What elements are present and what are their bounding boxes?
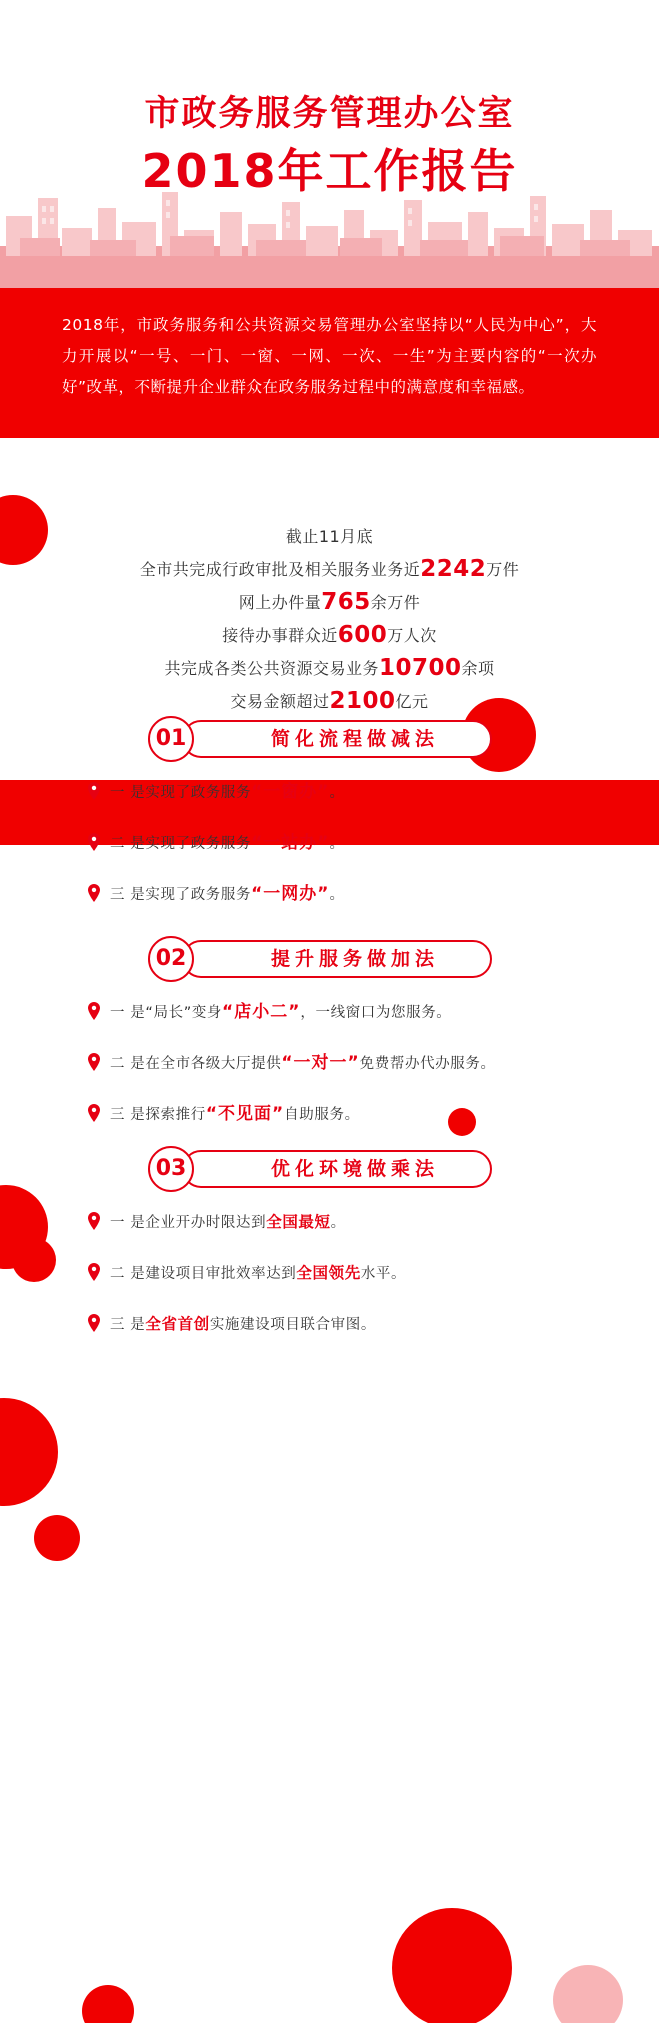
section-header xyxy=(148,716,508,762)
decor-circle-bottom-right-b xyxy=(553,1965,623,2023)
stat-line xyxy=(0,685,659,718)
item-emphasis-text: “不见面” xyxy=(205,1104,285,1124)
location-pin-icon xyxy=(88,1263,100,1281)
item-lead-text: 三 是探索推行 xyxy=(110,1107,206,1123)
decor-circle-bottom-mid xyxy=(82,1985,134,2023)
item-tail-text: 。 xyxy=(329,785,345,801)
location-pin-icon xyxy=(88,782,100,800)
location-pin-icon xyxy=(88,833,100,851)
stat-prefix: 交易金额超过 xyxy=(230,692,330,711)
decor-circle-bottom-right xyxy=(392,1908,512,2023)
location-pin-icon xyxy=(88,1104,100,1122)
item-lead-text: 一 是企业开办时限达到 xyxy=(110,1215,267,1231)
section-items xyxy=(0,1210,659,1337)
item-tail-text: 。 xyxy=(329,887,345,903)
item-emphasis-text: 全国领先 xyxy=(296,1264,361,1282)
item-tail-text: 。 xyxy=(330,1215,346,1231)
item-emphasis-text: “店小二” xyxy=(222,1002,301,1022)
list-item xyxy=(88,1210,659,1235)
section-items xyxy=(0,1000,659,1127)
section-number-badge: 02 xyxy=(148,936,194,982)
stats-lines xyxy=(0,553,659,718)
list-item xyxy=(88,831,659,856)
stat-prefix: 网上办件量 xyxy=(238,593,322,612)
section-header xyxy=(148,936,508,982)
item-lead-text: 二 是实现了政务服务 xyxy=(110,836,252,852)
section-02 xyxy=(0,936,659,1153)
intro-paragraph: 2018年，市政务服务和公共资源交易管理办公室坚持以“人民为中心”，大力开展以“一号、一门、一窗、一网、一次、一生”为主要内容的“一次办好”改革，不断提升企业群众在政务服务过程中的满意度和幸福感。 xyxy=(62,316,597,396)
item-lead-text: 一 是实现了政务服务 xyxy=(110,785,252,801)
poster-header xyxy=(0,0,659,300)
section-number-badge: 03 xyxy=(148,1146,194,1192)
list-item xyxy=(88,882,659,907)
item-tail-text: 。 xyxy=(329,836,345,852)
stat-prefix: 全市共完成行政审批及相关服务业务近 xyxy=(139,560,421,579)
stat-prefix: 接待办事群众近 xyxy=(222,626,338,645)
section-03 xyxy=(0,1146,659,1363)
item-lead-text: 三 是 xyxy=(110,1317,146,1333)
stat-number: 2100 xyxy=(329,688,396,714)
list-item xyxy=(88,1051,659,1076)
item-emphasis-text: 全国最短 xyxy=(266,1213,331,1231)
location-pin-icon xyxy=(88,884,100,902)
list-item xyxy=(88,1261,659,1286)
location-pin-icon xyxy=(88,1002,100,1020)
page-title-line1: 市政务服务管理办公室 xyxy=(144,94,515,134)
stat-prefix: 共完成各类公共资源交易业务 xyxy=(164,659,379,678)
statistics-block xyxy=(0,520,659,718)
location-pin-icon xyxy=(88,1053,100,1071)
section-items xyxy=(0,780,659,907)
stat-suffix: 亿元 xyxy=(395,692,429,711)
stat-suffix: 万人次 xyxy=(387,626,437,645)
location-pin-icon xyxy=(88,1314,100,1332)
list-item xyxy=(88,1102,659,1127)
item-lead-text: 一 是“局长”变身 xyxy=(110,1005,223,1021)
section-title: 提升服务做加法 xyxy=(270,948,439,970)
page-title-line2: 2018年工作报告 xyxy=(141,144,518,198)
decor-circle-bottom-left xyxy=(0,1398,58,1506)
section-header xyxy=(148,1146,508,1192)
item-tail-text: 自助服务。 xyxy=(284,1107,360,1123)
stat-line xyxy=(0,553,659,586)
item-tail-text: ，一线窗口为您服务。 xyxy=(300,1005,452,1021)
title-block xyxy=(0,92,659,202)
item-lead-text: 二 是建设项目审批效率达到 xyxy=(110,1266,297,1282)
stats-heading: 截止11月底 xyxy=(285,527,374,546)
list-item xyxy=(88,780,659,805)
decor-circle-bottom-left-b xyxy=(34,1515,80,1561)
section-title: 简化流程做减法 xyxy=(270,728,439,750)
stat-number: 765 xyxy=(321,589,371,615)
stat-suffix: 余万件 xyxy=(370,593,421,612)
list-item xyxy=(88,1000,659,1025)
list-item xyxy=(88,1312,659,1337)
stat-suffix: 余项 xyxy=(461,659,495,678)
item-emphasis-text: “一对一” xyxy=(281,1053,360,1073)
section-title: 优化环境做乘法 xyxy=(270,1158,439,1180)
stat-number: 600 xyxy=(337,622,388,648)
item-lead-text: 三 是实现了政务服务 xyxy=(110,887,252,903)
item-emphasis-text: “一窗办” xyxy=(251,782,330,802)
section-01 xyxy=(0,716,659,933)
item-tail-text: 水平。 xyxy=(360,1266,407,1282)
stat-number: 10700 xyxy=(378,655,462,681)
item-emphasis-text: “一网办” xyxy=(251,884,330,904)
stat-suffix: 万件 xyxy=(486,560,520,579)
item-tail-text: 免费帮办代办服务。 xyxy=(359,1056,496,1072)
stat-number: 2242 xyxy=(420,556,487,582)
location-pin-icon xyxy=(88,1212,100,1230)
item-tail-text: 实施建设项目联合审图。 xyxy=(209,1317,376,1333)
stat-line xyxy=(0,586,659,619)
stat-line xyxy=(0,652,659,685)
item-emphasis-text: “一站办” xyxy=(251,833,330,853)
stat-line xyxy=(0,619,659,652)
item-emphasis-text: 全省首创 xyxy=(145,1315,210,1333)
item-lead-text: 二 是在全市各级大厅提供 xyxy=(110,1056,282,1072)
section-number-badge: 01 xyxy=(148,716,194,762)
